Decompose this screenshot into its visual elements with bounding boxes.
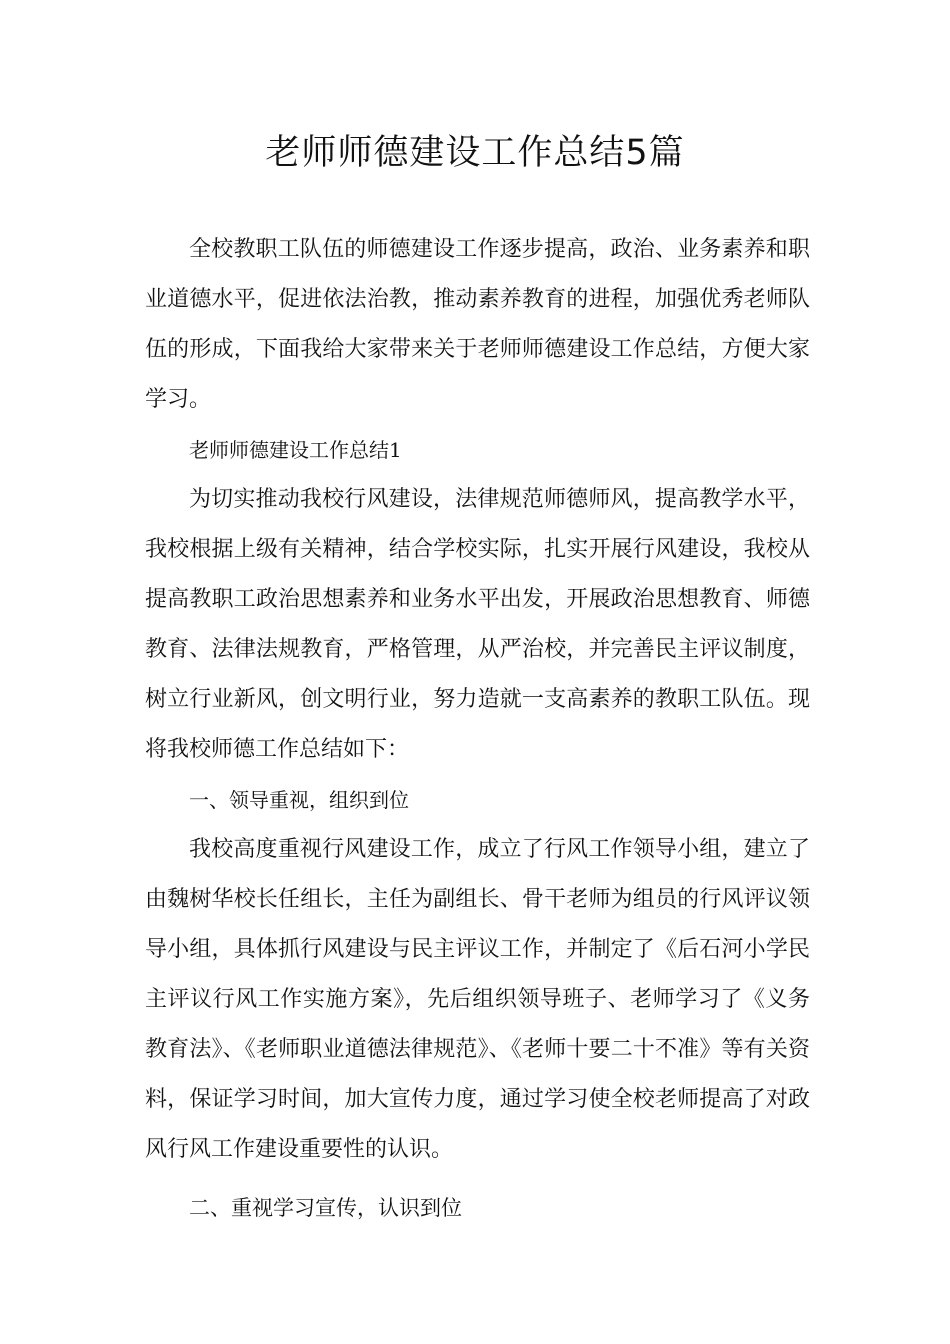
section-title: 老师师德建设工作总结1 bbox=[189, 438, 402, 462]
heading-1: 一、领导重视，组织到位 bbox=[189, 788, 409, 812]
intro-paragraph: 全校教职工队伍的师德建设工作逐步提高，政治、业务素养和职业道德水平，促进依法治教，推动素养教育的进程，加强优秀老师队伍的形成，下面我给大家带来关于老师师德建设工作总结，方便大家学习。 bbox=[145, 237, 810, 412]
paragraph-2: 我校高度重视行风建设工作，成立了行风工作领导小组，建立了由魏树华校长任组长，主任为副组长、骨干老师为组员的行风评议领导小组，具体抓行风建设与民主评议工作，并制定了《后石河小学民主评议行风工作实施方案》，先后组织领导班子、老师学习了《义务教育法》、《老师职业道德法律规范》、《老师十要二十不准》等有关资料，保证学习时间，加大宣传力度，通过学习使全校老师提高了对政风行风工作建设重要性的认识。 bbox=[145, 837, 810, 1162]
spacer bbox=[145, 1175, 810, 1183]
heading-2: 二、重视学习宣传，认识到位 bbox=[189, 1196, 462, 1220]
paragraph-1: 为切实推动我校行风建设，法律规范师德师风，提高教学水平，我校根据上级有关精神，结合学校实际，扎实开展行风建设，我校从提高教职工政治思想素养和业务水平出发，开展政治思想教育、师德教育、法律法规教育，严格管理，从严治校，并完善民主评议制度，树立行业新风，创文明行业，努力造就一支高素养的教职工队伍。现将我校师德工作总结如下： bbox=[145, 487, 810, 762]
document-title: 老师师德建设工作总结5篇 bbox=[265, 133, 685, 173]
document-body bbox=[145, 225, 810, 1233]
